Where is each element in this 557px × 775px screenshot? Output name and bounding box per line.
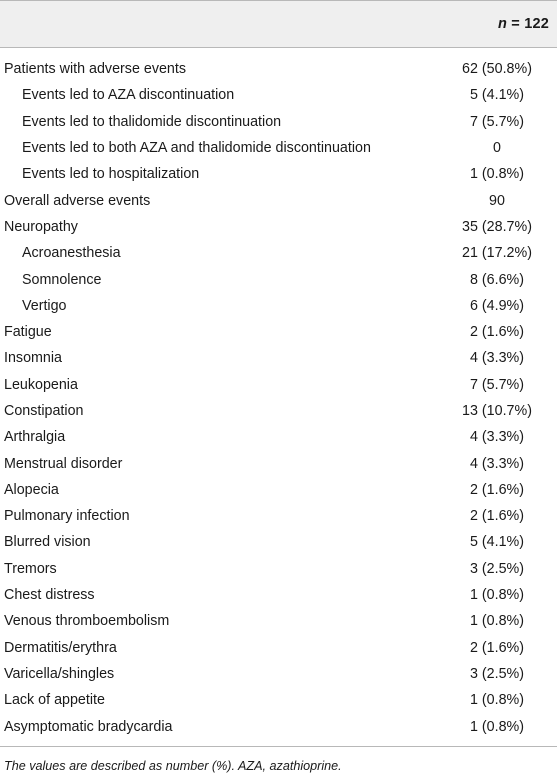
row-label: Alopecia xyxy=(4,481,59,498)
row-label: Events led to AZA discontinuation xyxy=(22,87,235,104)
n-symbol: n xyxy=(498,16,508,32)
row-label: Events led to thalidomide discontinuation xyxy=(22,113,282,130)
table-header xyxy=(0,1,557,48)
table-row xyxy=(0,661,557,687)
table-row xyxy=(0,187,557,213)
row-value: 8 (6.6%) xyxy=(469,271,525,288)
row-label: Vertigo xyxy=(22,297,67,314)
row-value: 7 (5.7%) xyxy=(469,113,525,130)
row-value: 1 (0.8%) xyxy=(469,166,525,183)
row-value: 2 (1.6%) xyxy=(469,508,525,525)
table-row xyxy=(0,240,557,266)
table-row xyxy=(0,582,557,608)
table-row xyxy=(0,635,557,661)
table-row xyxy=(0,503,557,529)
row-value: 4 (3.3%) xyxy=(469,455,525,472)
row-label: Fatigue xyxy=(4,324,52,341)
table-row xyxy=(0,424,557,450)
row-value: 5 (4.1%) xyxy=(469,87,525,104)
n-value: = 122 xyxy=(507,16,549,32)
table-row xyxy=(0,345,557,371)
table-row xyxy=(0,56,557,82)
table-row xyxy=(0,161,557,187)
row-label: Overall adverse events xyxy=(4,192,151,209)
table-row xyxy=(0,450,557,476)
row-value: 7 (5.7%) xyxy=(469,376,525,393)
table-row xyxy=(0,109,557,135)
row-value: 2 (1.6%) xyxy=(469,324,525,341)
table-row xyxy=(0,477,557,503)
row-label: Asymptomatic bradycardia xyxy=(4,718,173,735)
bottom-rule xyxy=(0,746,557,747)
row-value: 21 (17.2%) xyxy=(462,245,532,262)
sample-size-header xyxy=(498,16,549,32)
row-label: Patients with adverse events xyxy=(4,61,186,78)
row-value: 1 (0.8%) xyxy=(469,692,525,709)
table-footnote: The values are described as number (%). AZA, azathioprine. xyxy=(4,758,342,773)
row-label: Insomnia xyxy=(4,350,63,367)
row-value: 4 (3.3%) xyxy=(469,350,525,367)
row-value: 1 (0.8%) xyxy=(469,587,525,604)
row-value: 3 (2.5%) xyxy=(469,560,525,577)
row-value: 1 (0.8%) xyxy=(469,718,525,735)
table-row xyxy=(0,556,557,582)
row-label: Blurred vision xyxy=(4,534,91,551)
table-row xyxy=(0,608,557,634)
row-label: Leukopenia xyxy=(4,376,78,393)
row-value: 3 (2.5%) xyxy=(469,665,525,682)
row-label: Lack of appetite xyxy=(4,692,105,709)
row-value: 0 xyxy=(493,140,501,157)
row-label: Tremors xyxy=(4,560,57,577)
row-label: Pulmonary infection xyxy=(4,508,130,525)
table-row xyxy=(0,687,557,713)
table-row xyxy=(0,398,557,424)
row-label: Arthralgia xyxy=(4,429,66,446)
row-label: Constipation xyxy=(4,403,84,419)
row-label: Events led to both AZA and thalidomide discontinuation xyxy=(22,140,371,157)
row-value: 62 (50.8%) xyxy=(462,61,532,78)
table-row xyxy=(0,82,557,108)
row-label: Varicella/shingles xyxy=(4,665,115,682)
row-label: Events led to hospitalization xyxy=(22,166,200,183)
table-body xyxy=(0,56,557,740)
row-value: 2 (1.6%) xyxy=(469,639,525,656)
row-value: 1 (0.8%) xyxy=(469,613,525,630)
table-row xyxy=(0,135,557,161)
table-row xyxy=(0,266,557,292)
row-value: 90 xyxy=(489,192,505,209)
row-label: Neuropathy xyxy=(4,218,78,235)
row-value: 2 (1.6%) xyxy=(469,481,525,498)
row-label: Venous thromboembolism xyxy=(4,613,170,630)
row-label: Somnolence xyxy=(22,271,102,288)
table-row xyxy=(0,529,557,555)
row-label: Dermatitis/erythra xyxy=(4,639,117,656)
row-value: 35 (28.7%) xyxy=(462,218,532,235)
row-value: 13 (10.7%) xyxy=(462,403,532,419)
row-value: 5 (4.1%) xyxy=(469,534,525,551)
row-label: Acroanesthesia xyxy=(22,245,121,262)
table-row xyxy=(0,372,557,398)
table-row xyxy=(0,214,557,240)
table-row xyxy=(0,713,557,739)
row-label: Menstrual disorder xyxy=(4,455,123,472)
table-row xyxy=(0,319,557,345)
row-value: 6 (4.9%) xyxy=(469,297,525,314)
table-row xyxy=(0,293,557,319)
row-value: 4 (3.3%) xyxy=(469,429,525,446)
row-label: Chest distress xyxy=(4,587,95,604)
